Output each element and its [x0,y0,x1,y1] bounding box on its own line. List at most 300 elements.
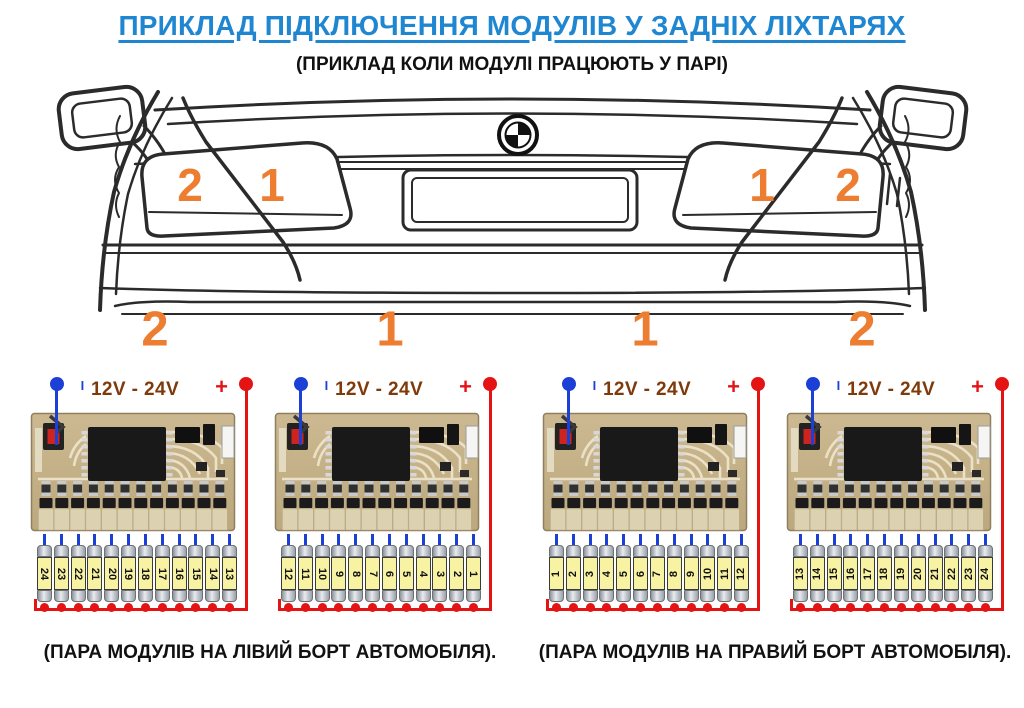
bulb-number: 16 [173,567,185,580]
bulb-ground-dot [813,603,822,612]
bulb-number-label [549,557,564,590]
bulb-number: 10 [316,567,329,580]
festoon-bulb [222,534,237,612]
bulb-number-label [222,557,237,590]
bulb-cap [877,545,892,557]
bulb-ground-dot [981,603,990,612]
bulb-number-label [315,557,330,590]
voltage-label: 12V - 24V [334,379,424,400]
voltage-label: 12V - 24V [90,379,180,400]
bulb-cap [911,545,926,557]
bulb-number: 7 [651,570,664,577]
bulb-cap [315,590,330,602]
bulb-number: 2 [567,570,580,577]
bulb-cap [365,590,380,602]
bulb-cap [432,545,447,557]
bulb-number: 19 [895,567,908,580]
bulb-wire [849,534,852,545]
bulb-cap [700,590,715,602]
bulb-wire [917,534,920,545]
bulb-number: 16 [844,567,857,580]
bulb-number: 20 [912,567,925,580]
bulb-cap [843,545,858,557]
bulb-wire [934,534,937,545]
bulb-cap [793,590,808,602]
bulb-number-label [121,557,136,590]
bulb-cap [281,590,296,602]
bulb-ground-dot [964,603,973,612]
bulb-number-label [382,557,397,590]
bulb-wire [321,534,324,545]
bulb-cap [810,590,825,602]
bulb-cap [978,545,993,557]
festoon-bulb [348,534,363,612]
bmw-emblem [499,116,537,154]
festoon-bulb [549,534,564,612]
festoon-bulb [104,534,119,612]
bulb-wire [833,534,836,545]
bulb-ground-dot [687,603,696,612]
bulb-number-label [583,557,598,590]
led-module-3 [540,374,774,622]
bulb-cap [684,545,699,557]
festoon-bulb [188,534,203,612]
plus-sign: + [459,374,472,399]
bulb-cap [298,590,313,602]
bulb-cap [54,590,69,602]
bulb-number: 14 [811,567,824,580]
bulb-number-label [827,557,842,590]
bulb-number-label [54,557,69,590]
bulb-ground-dot [452,603,461,612]
bulb-ground-dot [402,603,411,612]
bulb-ground-dot [636,603,645,612]
festoon-bulb [416,534,431,612]
bulb-ground-dot [897,603,906,612]
minus-wire [299,387,302,445]
bulb-number: 13 [794,567,807,580]
festoon-bulb [978,534,993,612]
plus-wire [489,387,492,611]
bulb-cap [860,545,875,557]
festoon-bulb [944,534,959,612]
bulb-wire [405,534,408,545]
bulb-wire [690,534,693,545]
bulb-number-label [566,557,581,590]
bulb-wire [194,534,197,545]
festoon-bulb [205,534,220,612]
bulb-number-label [205,557,220,590]
festoon-bulb [684,534,699,612]
bulb-number: 21 [929,567,941,580]
bulb-ground-dot [318,603,327,612]
bulb-cap [877,590,892,602]
bulb-cap [793,545,808,557]
bulb-number: 24 [38,567,51,580]
bulb-number-label [155,557,170,590]
bulb-cap [734,590,749,602]
bulb-number: 5 [617,570,630,577]
festoon-bulb [734,534,749,612]
bulb-number-label [877,557,892,590]
bulb-ground-dot [796,603,805,612]
festoon-bulb [583,534,598,612]
bulb-cap [928,545,943,557]
bulb-cap [599,590,614,602]
bulb-wire [337,534,340,545]
bulb-cap [348,590,363,602]
festoon-bulb [667,534,682,612]
bulb-cap [87,590,102,602]
bulb-cap [717,545,732,557]
bulb-ground-dot [703,603,712,612]
bulb-cap [172,590,187,602]
page-subtitle: (ПРИКЛАД КОЛИ МОДУЛІ ПРАЦЮЮТЬ У ПАРІ) [295,54,729,75]
bulb-number-label [138,557,153,590]
bulb-ground-dot [141,603,150,612]
bulb-number: 7 [366,570,379,577]
festoon-bulb [566,534,581,612]
bulb-number-label [71,557,86,590]
bulb-cap [549,545,564,557]
bulb-number: 17 [156,567,169,580]
bulb-number: 10 [701,567,714,580]
bulb-cap [911,590,926,602]
bulb-ground-dot [469,603,478,612]
bulb-ground-dot [720,603,729,612]
bulb-ground-dot [931,603,940,612]
bulb-row [793,534,993,612]
bulb-number-label [172,557,187,590]
bulb-number-label [449,557,464,590]
festoon-bulb [432,534,447,612]
taillight-zone-number: 1 [259,159,285,211]
bulb-number-label [860,557,875,590]
bulb-cap [71,590,86,602]
bulb-number: 22 [945,567,958,580]
bulb-number-label [911,557,926,590]
bulb-wire [354,534,357,545]
left-pair-caption: (ПАРА МОДУЛІВ НА ЛІВИЙ БОРТ АВТОМОБІЛЯ). [43,642,497,663]
led-module-2 [272,374,506,622]
bulb-wire [656,534,659,545]
bulb-wire [43,534,46,545]
taillight-zone-number: 2 [835,159,861,211]
festoon-bulb [37,534,52,612]
bulb-ground-dot [225,603,234,612]
bulb-cap [667,590,682,602]
bulb-number: 8 [668,570,681,577]
bulb-wire [93,534,96,545]
module-pcb [542,412,748,532]
festoon-bulb [650,534,665,612]
festoon-bulb [700,534,715,612]
voltage-label: 12V - 24V [602,379,692,400]
bulb-number-label [978,557,993,590]
bulb-number-label [810,557,825,590]
bulb-number-label [466,557,481,590]
bulb-wire [228,534,231,545]
left-tail-light [142,143,351,236]
page-title: ПРИКЛАД ПІДКЛЮЧЕННЯ МОДУЛІВ У ЗАДНІХ ЛІХТАРЯХ [118,10,906,41]
bulb-ground-dot [90,603,99,612]
bulb-number: 18 [139,567,152,580]
bulb-number-label [928,557,943,590]
module-header [784,374,1018,410]
bulb-number-label [599,557,614,590]
bulb-ground-dot [158,603,167,612]
bulb-cap [416,545,431,557]
bulb-cap [684,590,699,602]
bulb-ground-dot [40,603,49,612]
bulb-wire [740,534,743,545]
bulb-wire [967,534,970,545]
bulb-number: 4 [417,570,429,577]
festoon-bulb [71,534,86,612]
bulb-cap [894,590,909,602]
bulb-number: 24 [979,567,992,580]
bulb-row [281,534,481,612]
bulb-cap [205,590,220,602]
festoon-bulb [449,534,464,612]
festoon-bulb [399,534,414,612]
bulb-ground-dot [619,603,628,612]
bulb-number-label [843,557,858,590]
bulb-wire [572,534,575,545]
module-pcb [274,412,480,532]
festoon-bulb [155,534,170,612]
bulb-ground-dot [552,603,561,612]
bulb-wire [900,534,903,545]
festoon-bulb [717,534,732,612]
bulb-wire [816,534,819,545]
bulb-cap [155,590,170,602]
minus-wire [567,387,570,445]
festoon-bulb [616,534,631,612]
festoon-bulb [121,534,136,612]
bulb-number: 13 [223,567,236,580]
bulb-number: 12 [282,567,295,580]
bulb-cap [583,545,598,557]
module-pcb [786,412,992,532]
bulb-number-label [87,557,102,590]
bulb-number: 3 [433,570,446,577]
plus-wire [757,387,760,611]
bulb-wire [127,534,130,545]
bulb-number-label [298,557,313,590]
bulb-cap [827,545,842,557]
festoon-bulb [633,534,648,612]
bulb-cap [449,590,464,602]
bulb-cap [399,545,414,557]
bulb-ground-dot [880,603,889,612]
minus-sign: – [317,380,338,391]
festoon-bulb [172,534,187,612]
bulb-wire [799,534,802,545]
bulb-number: 21 [88,567,101,580]
bulb-wire [950,534,953,545]
right-pair-caption: (ПАРА МОДУЛІВ НА ПРАВИЙ БОРТ АВТОМОБІЛЯ). [538,642,1012,663]
bulb-cap [843,590,858,602]
bulb-ground-dot [334,603,343,612]
bulb-ground-dot [569,603,578,612]
bulb-cap [944,590,959,602]
bulb-number: 23 [55,567,68,580]
bulb-ground-dot [74,603,83,612]
bulb-wire [555,534,558,545]
bulb-number: 22 [72,567,85,580]
bulb-cap [298,545,313,557]
bulb-number: 12 [735,567,748,580]
bulb-wire [866,534,869,545]
bulb-cap [633,545,648,557]
module-pcb [30,412,236,532]
bulb-number-label [432,557,447,590]
module-header [540,374,774,410]
bulb-wire [144,534,147,545]
bulb-number-label [348,557,363,590]
bulb-cap [121,590,136,602]
voltage-label: 12V - 24V [846,379,936,400]
bulb-number-label [717,557,732,590]
festoon-bulb [138,534,153,612]
bulb-wire [622,534,625,545]
bulb-ground-dot [208,603,217,612]
bulb-cap [616,545,631,557]
car-rear-view-drawing [40,82,985,358]
festoon-bulb [466,534,481,612]
bulb-ground-dot [368,603,377,612]
bulb-ground-dot [351,603,360,612]
festoon-bulb [54,534,69,612]
bulb-wire [60,534,63,545]
bulb-cap [633,590,648,602]
bulb-cap [700,545,715,557]
bulb-cap [549,590,564,602]
bulb-number: 11 [718,567,731,580]
bulb-cap [650,590,665,602]
bulb-number: 6 [383,570,396,577]
bulb-cap [978,590,993,602]
bulb-wire [723,534,726,545]
bulb-cap [138,545,153,557]
bulb-ground-dot [830,603,839,612]
bulb-cap [416,590,431,602]
bulb-number-label [616,557,631,590]
festoon-bulb [382,534,397,612]
minus-sign: – [829,380,850,391]
bumper-zone-number: 1 [631,302,659,357]
bulb-ground-dot [175,603,184,612]
led-module-4 [784,374,1018,622]
bulb-cap [222,590,237,602]
bulb-wire [455,534,458,545]
bumper-zone-number: 1 [376,302,404,357]
bulb-cap [222,545,237,557]
festoon-bulb [961,534,976,612]
bulb-cap [331,590,346,602]
bulb-number: 3 [584,570,597,577]
bulb-number: 4 [600,570,613,577]
bulb-cap [331,545,346,557]
bulb-ground-dot [914,603,923,612]
bulb-number: 1 [550,570,563,577]
bulb-number: 8 [349,570,362,577]
bulb-number-label [331,557,346,590]
bulb-wire [77,534,80,545]
plus-wire [245,387,248,611]
bulb-cap [599,545,614,557]
bulb-cap [382,590,397,602]
bulb-ground-dot [385,603,394,612]
plus-sign: + [727,374,740,399]
bulb-row [37,534,237,612]
bulb-number: 11 [299,567,312,580]
bulb-wire [304,534,307,545]
bulb-ground-dot [191,603,200,612]
bulb-cap [449,545,464,557]
bulb-number: 9 [332,570,345,577]
bulb-number: 14 [206,567,219,580]
bulb-cap [616,590,631,602]
bulb-number-label [793,557,808,590]
bulb-wire [110,534,113,545]
bulb-number: 20 [105,567,118,580]
bulb-ground-dot [586,603,595,612]
bulb-ground-dot [670,603,679,612]
bulb-wire [673,534,676,545]
bulb-cap [382,545,397,557]
bulb-number: 23 [962,567,975,580]
minus-wire [811,387,814,445]
festoon-bulb [928,534,943,612]
bulb-number-label [416,557,431,590]
bulb-ground-dot [653,603,662,612]
bulb-cap [399,590,414,602]
taillight-zone-number: 1 [749,159,775,211]
bulb-number: 17 [861,567,874,580]
bulb-cap [205,545,220,557]
bulb-cap [121,545,136,557]
bulb-number: 15 [828,567,841,580]
bulb-cap [172,545,187,557]
bulb-number-label [944,557,959,590]
bulb-wire [287,534,290,545]
bulb-ground-dot [284,603,293,612]
bulb-cap [717,590,732,602]
bulb-number: 19 [122,567,135,580]
bulb-row [549,534,749,612]
bulb-wire [472,534,475,545]
bulb-cap [188,545,203,557]
bulb-cap [281,545,296,557]
bulb-cap [188,590,203,602]
module-header [272,374,506,410]
bulb-ground-dot [419,603,428,612]
festoon-bulb [793,534,808,612]
bulb-ground-dot [947,603,956,612]
bulb-cap [734,545,749,557]
bulb-ground-dot [846,603,855,612]
festoon-bulb [877,534,892,612]
bulb-number: 6 [634,570,647,577]
bulb-cap [348,545,363,557]
bulb-wire [639,534,642,545]
bulb-number: 9 [685,570,697,577]
plus-wire [1001,387,1004,611]
bulb-wire [984,534,987,545]
bulb-ground-dot [737,603,746,612]
